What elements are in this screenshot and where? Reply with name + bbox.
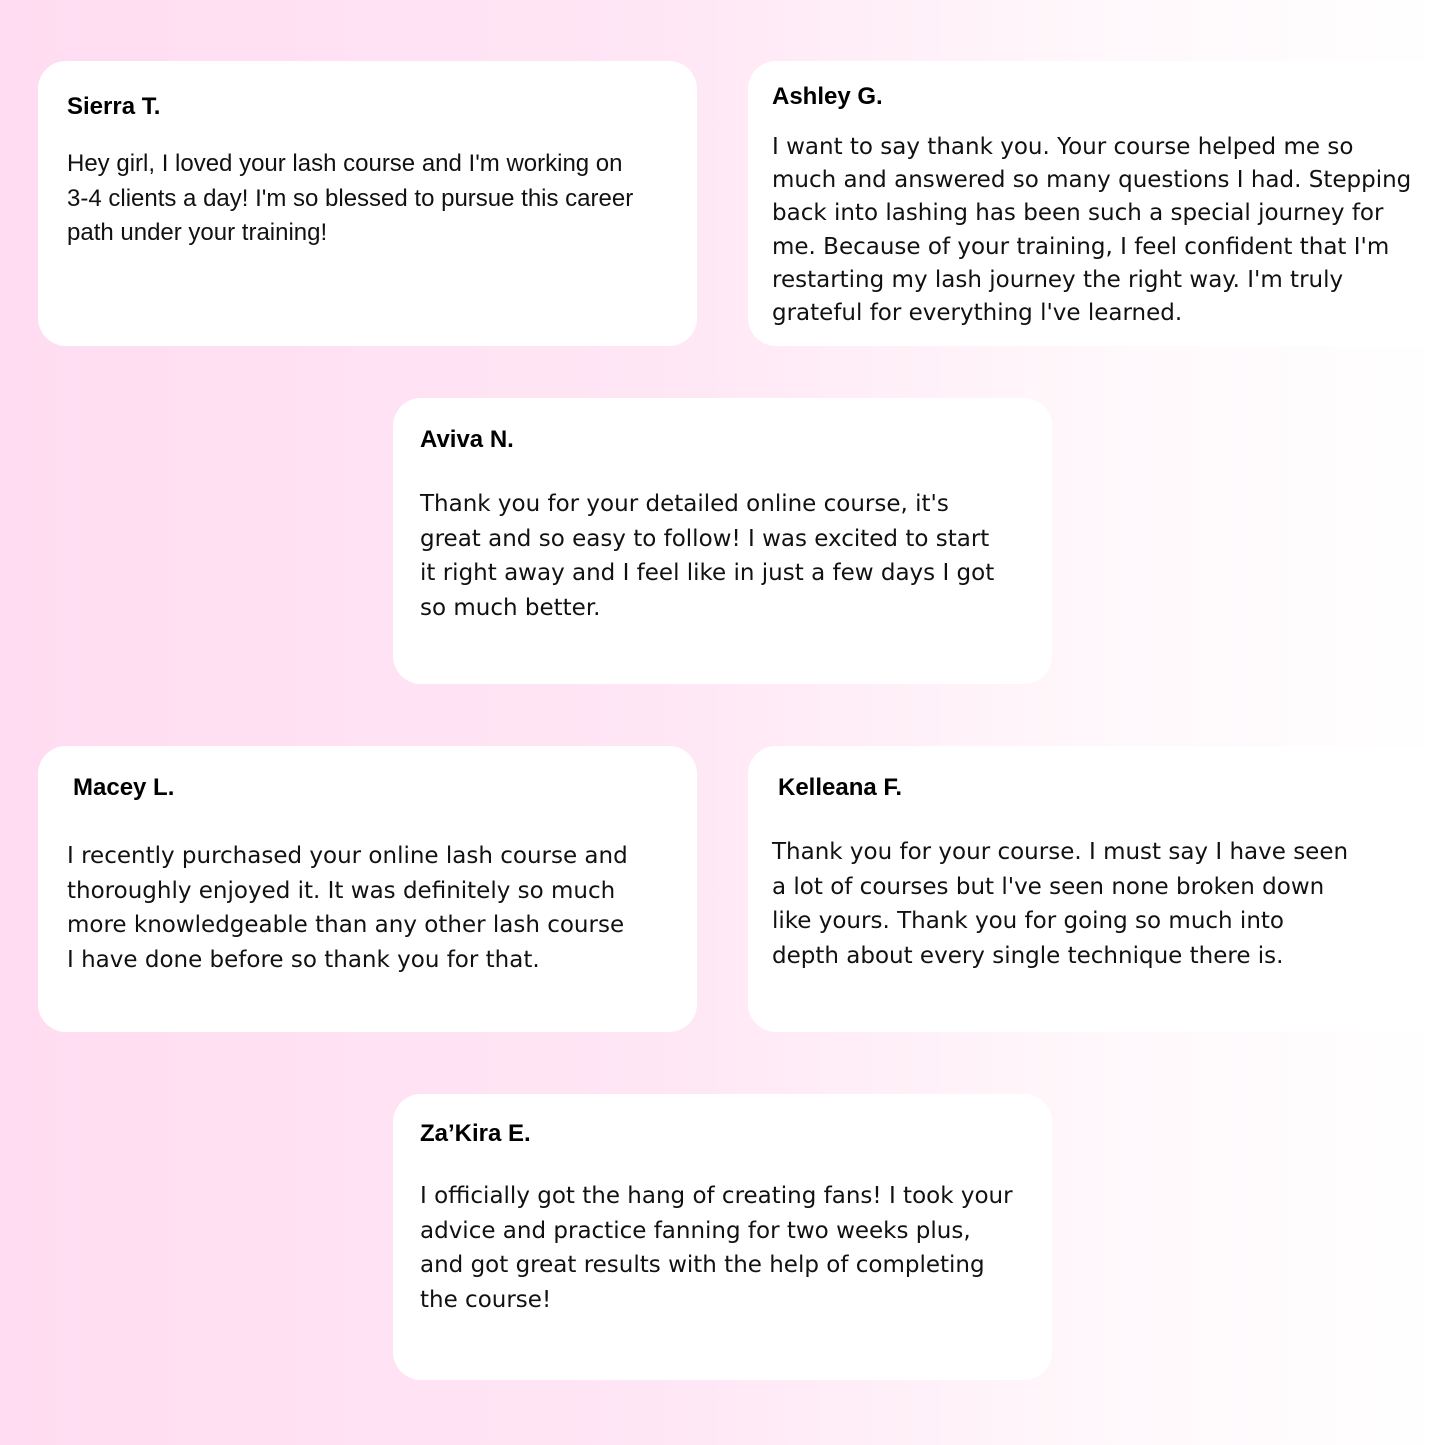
review-line: Thank you for your detailed online course, it's	[420, 491, 949, 517]
testimonial-card-kelleana	[748, 746, 1445, 1032]
reviewer-name: Sierra T.	[67, 93, 161, 120]
reviewer-name: Macey L.	[73, 774, 175, 801]
review-text	[772, 835, 1412, 973]
review-line: I officially got the hang of creating fans! I took your	[420, 1183, 1013, 1209]
review-line: restarting my lash journey the right way. I'm truly	[772, 266, 1344, 293]
reviewer-name: Kelleana F.	[778, 774, 903, 801]
review-line: much and answered so many questions I had. Stepping	[772, 167, 1412, 194]
review-text	[67, 147, 687, 251]
review-text	[420, 487, 1040, 625]
review-line: great and so easy to follow! I was excited to start	[420, 525, 990, 552]
review-line: more knowledgeable than any other lash course	[67, 912, 625, 938]
reviewer-name: Ashley G.	[772, 83, 883, 110]
review-text	[772, 131, 1432, 330]
review-line: a lot of courses but l've seen none broken down	[772, 873, 1325, 900]
testimonial-card-sierra	[38, 61, 697, 346]
review-line: 3-4 clients a day! I'm so blessed to pursue this career	[67, 184, 634, 212]
review-line: thoroughly enjoyed it. It was definitely so much	[67, 877, 616, 904]
review-line: Hey girl, I loved your lash course and I'm working on	[67, 150, 623, 177]
testimonial-card-zakira	[393, 1094, 1052, 1380]
review-line: the course!	[420, 1286, 552, 1313]
review-text	[420, 1179, 1045, 1317]
review-line: I recently purchased your online lash course and	[67, 843, 628, 869]
review-line: and got great results with the help of completing	[420, 1252, 985, 1278]
testimonial-card-aviva	[393, 398, 1052, 684]
review-line: I want to say thank you. Your course helped me so	[772, 134, 1354, 160]
review-line: so much better.	[420, 594, 601, 621]
reviewer-name: Za’Kira E.	[420, 1120, 531, 1147]
reviewer-name: Aviva N.	[420, 426, 514, 453]
review-text	[67, 839, 687, 977]
testimonial-card-macey	[38, 746, 697, 1032]
review-line: it right away and I feel like in just a few days I got	[420, 560, 995, 586]
review-line: depth about every single technique there is.	[772, 942, 1284, 969]
review-line: back into lashing has been such a special journey for	[772, 200, 1384, 227]
review-line: me. Because of your training, I feel confident that I'm	[772, 233, 1390, 260]
testimonial-card-ashley	[748, 61, 1445, 346]
review-line: advice and practice fanning for two weeks plus,	[420, 1217, 971, 1244]
review-line: path under your training!	[67, 219, 328, 246]
review-line: I have done before so thank you for that.	[67, 946, 540, 973]
review-line: Thank you for your course. I must say I have seen	[772, 839, 1349, 865]
review-line: grateful for everything l've learned.	[772, 300, 1183, 327]
review-line: like yours. Thank you for going so much into	[772, 908, 1284, 934]
